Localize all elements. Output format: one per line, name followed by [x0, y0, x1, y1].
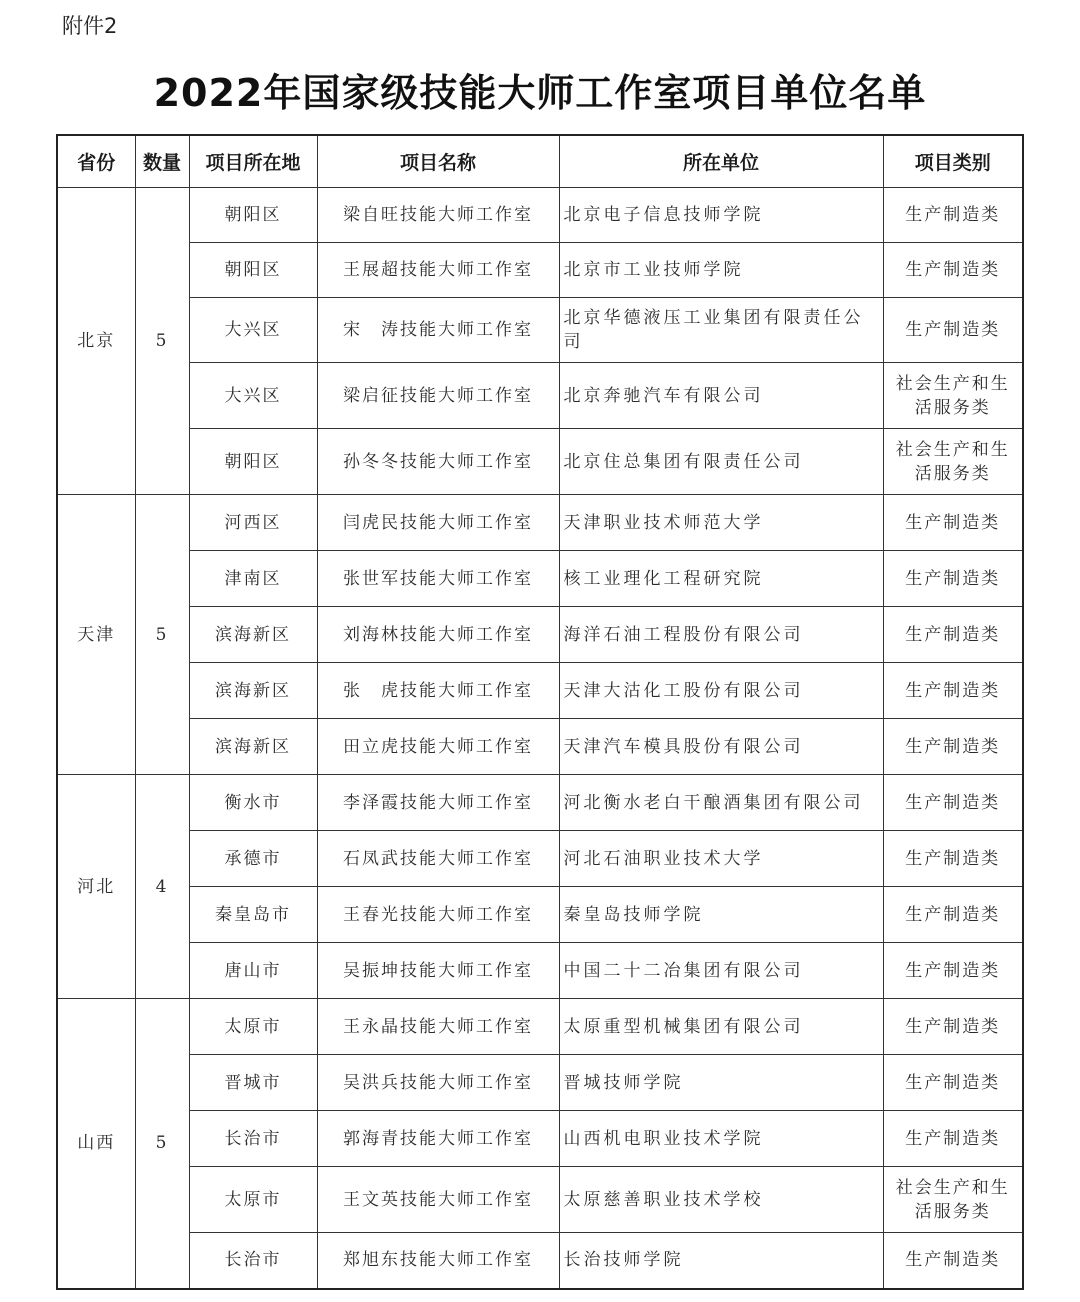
category-cell: 社会生产和生活服务类 [883, 363, 1023, 429]
unit-cell: 山西机电职业技术学院 [559, 1111, 883, 1167]
project-cell: 孙冬冬技能大师工作室 [317, 429, 559, 495]
table-row [57, 775, 1023, 831]
unit-cell: 天津职业技术师范大学 [559, 495, 883, 551]
category-cell: 社会生产和生活服务类 [883, 1167, 1023, 1233]
document-title: 2022年国家级技能大师工作室项目单位名单 [153, 71, 927, 115]
project-cell: 王春光技能大师工作室 [317, 887, 559, 943]
project-cell: 宋 涛技能大师工作室 [317, 298, 559, 363]
location-cell: 秦皇岛市 [189, 887, 317, 943]
unit-cell: 晋城技师学院 [559, 1055, 883, 1111]
project-cell: 吴洪兵技能大师工作室 [317, 1055, 559, 1111]
project-cell: 刘海林技能大师工作室 [317, 607, 559, 663]
category-cell: 生产制造类 [883, 495, 1023, 551]
unit-cell: 天津汽车模具股份有限公司 [559, 719, 883, 775]
table-row [57, 188, 1023, 243]
project-cell: 吴振坤技能大师工作室 [317, 943, 559, 999]
table-row [57, 1111, 1023, 1167]
project-cell: 田立虎技能大师工作室 [317, 719, 559, 775]
table-row [57, 663, 1023, 719]
unit-cell: 秦皇岛技师学院 [559, 887, 883, 943]
table-row [57, 719, 1023, 775]
unit-cell: 北京华德液压工业集团有限责任公司 [559, 298, 883, 363]
table-row [57, 1055, 1023, 1111]
province-cell: 北京 [57, 188, 135, 495]
category-cell: 生产制造类 [883, 719, 1023, 775]
unit-cell: 太原重型机械集团有限公司 [559, 999, 883, 1055]
location-cell: 朝阳区 [189, 429, 317, 495]
table-row [57, 607, 1023, 663]
location-cell: 长治市 [189, 1233, 317, 1289]
category-cell: 生产制造类 [883, 831, 1023, 887]
category-cell: 生产制造类 [883, 999, 1023, 1055]
category-cell: 生产制造类 [883, 243, 1023, 298]
project-cell: 闫虎民技能大师工作室 [317, 495, 559, 551]
location-cell: 滨海新区 [189, 663, 317, 719]
table-row [57, 298, 1023, 363]
category-cell: 社会生产和生活服务类 [883, 429, 1023, 495]
category-cell: 生产制造类 [883, 551, 1023, 607]
table-row [57, 1167, 1023, 1233]
count-cell: 5 [135, 999, 189, 1289]
project-roster-table [56, 134, 1024, 1290]
unit-cell: 天津大沽化工股份有限公司 [559, 663, 883, 719]
location-cell: 大兴区 [189, 363, 317, 429]
category-cell: 生产制造类 [883, 1233, 1023, 1289]
project-cell: 王永晶技能大师工作室 [317, 999, 559, 1055]
project-cell: 张 虎技能大师工作室 [317, 663, 559, 719]
project-cell: 郭海青技能大师工作室 [317, 1111, 559, 1167]
table-row [57, 429, 1023, 495]
table-row [57, 363, 1023, 429]
table-row [57, 943, 1023, 999]
count-cell: 5 [135, 188, 189, 495]
count-cell: 5 [135, 495, 189, 775]
unit-cell: 北京市工业技师学院 [559, 243, 883, 298]
project-cell: 王文英技能大师工作室 [317, 1167, 559, 1233]
unit-cell: 长治技师学院 [559, 1233, 883, 1289]
table-row [57, 887, 1023, 943]
category-cell: 生产制造类 [883, 1111, 1023, 1167]
location-cell: 衡水市 [189, 775, 317, 831]
project-cell: 王展超技能大师工作室 [317, 243, 559, 298]
category-cell: 生产制造类 [883, 887, 1023, 943]
project-cell: 梁自旺技能大师工作室 [317, 188, 559, 243]
project-cell: 张世军技能大师工作室 [317, 551, 559, 607]
table-row [57, 243, 1023, 298]
unit-cell: 太原慈善职业技术学校 [559, 1167, 883, 1233]
count-cell: 4 [135, 775, 189, 999]
attachment-label: 附件2 [62, 14, 118, 38]
project-cell: 梁启征技能大师工作室 [317, 363, 559, 429]
header-unit: 所在单位 [559, 135, 883, 188]
location-cell: 朝阳区 [189, 243, 317, 298]
header-project: 项目名称 [317, 135, 559, 188]
unit-cell: 中国二十二冶集团有限公司 [559, 943, 883, 999]
project-cell: 郑旭东技能大师工作室 [317, 1233, 559, 1289]
unit-cell: 北京住总集团有限责任公司 [559, 429, 883, 495]
location-cell: 河西区 [189, 495, 317, 551]
unit-cell: 河北衡水老白干酿酒集团有限公司 [559, 775, 883, 831]
location-cell: 大兴区 [189, 298, 317, 363]
table-row [57, 551, 1023, 607]
header-province: 省份 [57, 135, 135, 188]
table-row [57, 831, 1023, 887]
header-count: 数量 [135, 135, 189, 188]
category-cell: 生产制造类 [883, 607, 1023, 663]
unit-cell: 北京奔驰汽车有限公司 [559, 363, 883, 429]
location-cell: 朝阳区 [189, 188, 317, 243]
category-cell: 生产制造类 [883, 1055, 1023, 1111]
location-cell: 太原市 [189, 999, 317, 1055]
location-cell: 滨海新区 [189, 719, 317, 775]
category-cell: 生产制造类 [883, 663, 1023, 719]
category-cell: 生产制造类 [883, 775, 1023, 831]
location-cell: 滨海新区 [189, 607, 317, 663]
location-cell: 唐山市 [189, 943, 317, 999]
category-cell: 生产制造类 [883, 188, 1023, 243]
table-row [57, 1233, 1023, 1289]
project-cell: 石凤武技能大师工作室 [317, 831, 559, 887]
category-cell: 生产制造类 [883, 298, 1023, 363]
table-row [57, 495, 1023, 551]
project-cell: 李泽霞技能大师工作室 [317, 775, 559, 831]
unit-cell: 核工业理化工程研究院 [559, 551, 883, 607]
location-cell: 晋城市 [189, 1055, 317, 1111]
unit-cell: 海洋石油工程股份有限公司 [559, 607, 883, 663]
location-cell: 承德市 [189, 831, 317, 887]
province-cell: 山西 [57, 999, 135, 1289]
category-cell: 生产制造类 [883, 943, 1023, 999]
header-category: 项目类别 [883, 135, 1023, 188]
location-cell: 长治市 [189, 1111, 317, 1167]
location-cell: 津南区 [189, 551, 317, 607]
province-cell: 河北 [57, 775, 135, 999]
province-cell: 天津 [57, 495, 135, 775]
table-row [57, 999, 1023, 1055]
location-cell: 太原市 [189, 1167, 317, 1233]
unit-cell: 河北石油职业技术大学 [559, 831, 883, 887]
table-header-row [57, 135, 1023, 188]
unit-cell: 北京电子信息技师学院 [559, 188, 883, 243]
header-location: 项目所在地 [189, 135, 317, 188]
